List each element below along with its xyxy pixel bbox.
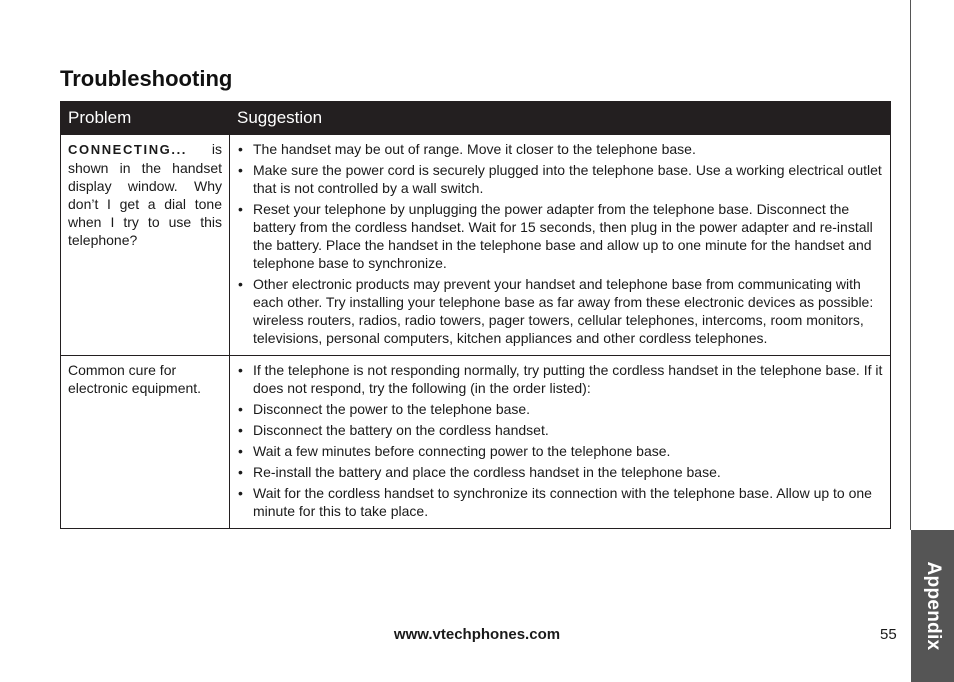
footer-website-link[interactable]: www.vtechphones.com [393,626,561,643]
page-number: 55 [880,626,897,643]
suggestion-list [237,140,883,347]
page-title: Troubleshooting [60,66,233,91]
suggestion-item: • The handset may be out of range. Move it closer to the telephone base. [237,140,883,158]
suggestion-item: • If the telephone is not responding normally, try putting the cordless handset in the telephone base. If it does not respond, try the following (in the order listed): [237,361,883,397]
troubleshooting-table [60,101,891,529]
header-problem: Problem [61,102,230,135]
table-row [61,356,891,529]
suggestion-item: • Disconnect the power to the telephone base. [237,400,883,418]
problem-cell [61,356,230,529]
troubleshooting-table-wrap [60,101,890,529]
suggestion-item: • Wait a few minutes before connecting power to the telephone base. [237,442,883,460]
margin-rule [910,0,911,530]
suggestion-item: • Wait for the cordless handset to synchronize its connection with the telephone base. Allow up to one minute for this to take place. [237,484,883,520]
table-header-row [61,102,891,135]
appendix-tab-label: Appendix [922,561,944,651]
problem-description: Common cure for electronic equipment. [68,362,202,396]
suggestion-item: • Other electronic products may prevent your handset and telephone base from communicating with each other. Try installing your telephone base as far away from these electronic devices as possible: wireless routers, radios, radio towers, pager towers, cellular telephones, intercoms, room monitors, televisions, personal computers, kitchen appliances and other cordless telephones. [237,275,883,347]
suggestion-cell [230,356,891,529]
appendix-side-tab [911,530,954,682]
suggestion-list [237,361,883,520]
suggestion-item: • Reset your telephone by unplugging the power adapter from the telephone base. Disconnect the battery from the cordless handset. Wait for 15 seconds, then plug in the power adapter and re-install the battery. Place the handset in the telephone base and allow up to one minute for the handset and telephone base to synchronize. [237,200,883,272]
header-suggestion: Suggestion [230,102,891,135]
suggestion-item: • Re-install the battery and place the cordless handset in the telephone base. [237,463,883,481]
problem-status-text: CONNECTING... [68,142,188,157]
problem-description: is shown in the handset display window. Why don’t I get a dial tone when I try to use this telephone? [68,141,222,248]
suggestion-cell [230,135,891,356]
problem-cell [61,135,230,356]
suggestion-item: • Make sure the power cord is securely plugged into the telephone base. Use a working electrical outlet that is not controlled by a wall switch. [237,161,883,197]
suggestion-item: • Disconnect the battery on the cordless handset. [237,421,883,439]
table-row [61,135,891,356]
